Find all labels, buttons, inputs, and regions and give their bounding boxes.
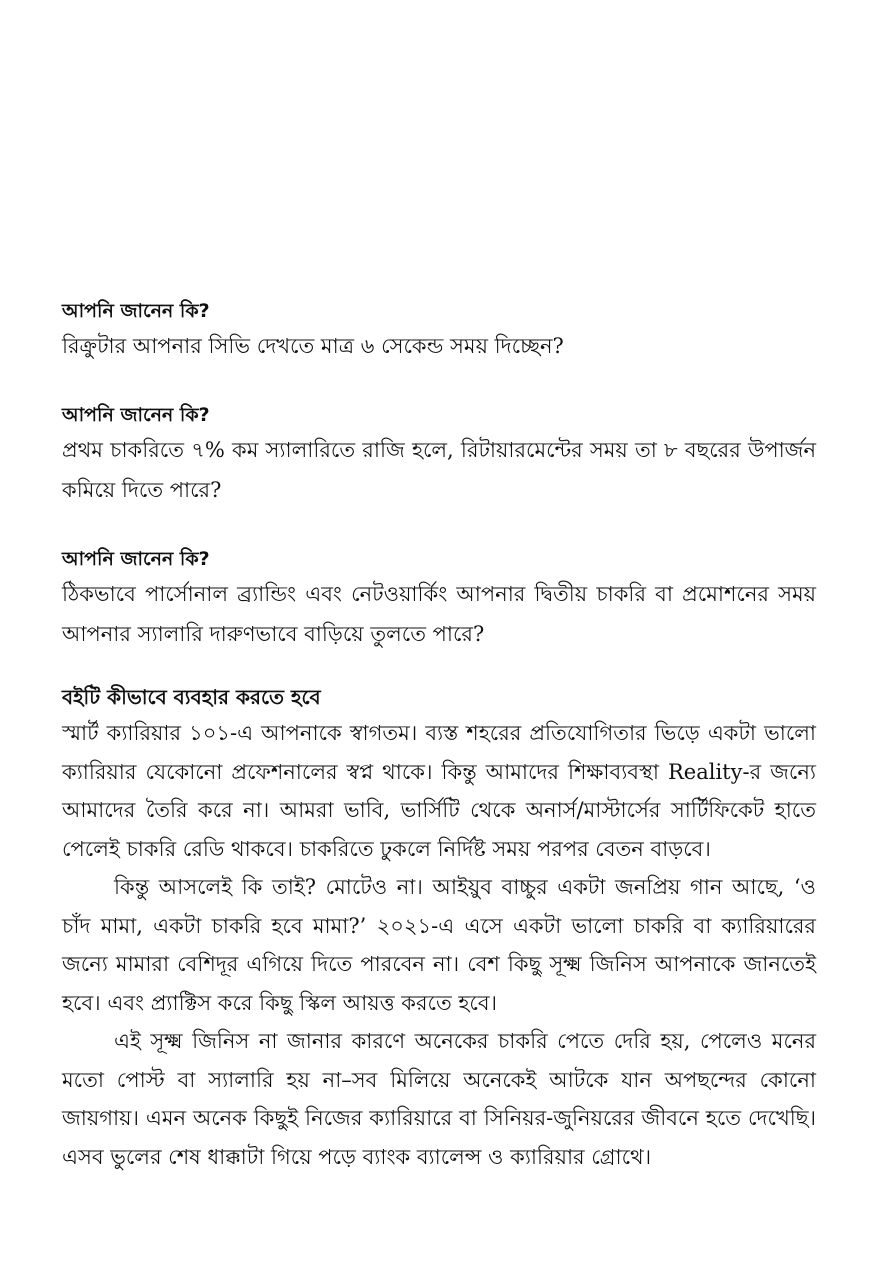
body-paragraph: কিন্তু আসলেই কি তাই? মোটেও না। আইয়ুব বাচ্চুর একটা জনপ্রিয় গান আছে, ‘ও চাঁদ মামা, একটা চাকরি হবে মামা?’ ২০২১-এ এসে একটা ভালো চাকরি বা ক্যারিয়ারের জন্যে মামারা বেশিদূর এগিয়ে দিতে পারবেন না। বেশ কিছু সূক্ষ্ম জিনিস আপনাকে জানতেই হবে। এবং প্র্যাক্টিস করে কিছু স্কিল আয়ত্ত করতে হবে।: [62, 875, 816, 1015]
question-text: রিক্রুটার আপনার সিভি দেখতে মাত্র ৬ সেকেন্ড সময় দিচ্ছেন?: [62, 334, 564, 358]
page-content: [62, 296, 816, 1176]
question-heading: আপনি জানেন কি?: [62, 404, 210, 426]
body-paragraph: এই সূক্ষ্ম জিনিস না জানার কারণে অনেকের চাকরি পেতে দেরি হয়, পেলেও মনের মতো পোস্ট বা স্যালারি হয় না–সব মিলিয়ে অনেকেই আটকে যান অপছন্দের কোনো জায়গায়। এমন অনেক কিছুই নিজের ক্যারিয়ারে বা সিনিয়র-জুনিয়রের জীবনে হতে দেখেছি। এসব ভুলের শেষ ধাক্কাটা গিয়ে পড়ে ব্যাংক ব্যালেন্স ও ক্যারিয়ার গ্রোথে।: [62, 1029, 816, 1169]
how-to-use-section: [62, 680, 816, 1176]
question-text: প্রথম চাকরিতে ৭% কম স্যালারিতে রাজি হলে, রিটায়ারমেন্টের সময় তা ৮ বছরের উপার্জন কমিয়ে দিতে পারে?: [62, 438, 816, 502]
question-text: ঠিকভাবে পার্সোনাল ব্র্যান্ডিং এবং নেটওয়ার্কিং আপনার দ্বিতীয় চাকরি বা প্রমোশনের সময় আপনার স্যালারি দারুণভাবে বাড়িয়ে তুলতে পারে?: [62, 582, 816, 646]
did-you-know-block: [62, 544, 816, 654]
question-heading: আপনি জানেন কি?: [62, 300, 210, 322]
question-heading: আপনি জানেন কি?: [62, 548, 210, 570]
did-you-know-block: [62, 400, 816, 510]
section-title: বইটি কীভাবে ব্যবহার করতে হবে: [62, 685, 321, 709]
body-paragraph: স্মার্ট ক্যারিয়ার ১০১-এ আপনাকে স্বাগতম। ব্যস্ত শহরের প্রতিযোগিতার ভিড়ে একটা ভালো ক্যারিয়ার যেকোনো প্রফেশনালের স্বপ্ন থাকে। কিন্তু আমাদের শিক্ষাব্যবস্থা Reality-র জন্যে আমাদের তৈরি করে না। আমরা ভাবি, ভার্সিটি থেকে অনার্স/মাস্টার্সের সার্টিফিকেট হাতে পেলেই চাকরি রেডি থাকবে। চাকরিতে ঢুকলে নির্দিষ্ট সময় পরপর বেতন বাড়বে।: [62, 721, 816, 861]
did-you-know-block: [62, 296, 816, 366]
